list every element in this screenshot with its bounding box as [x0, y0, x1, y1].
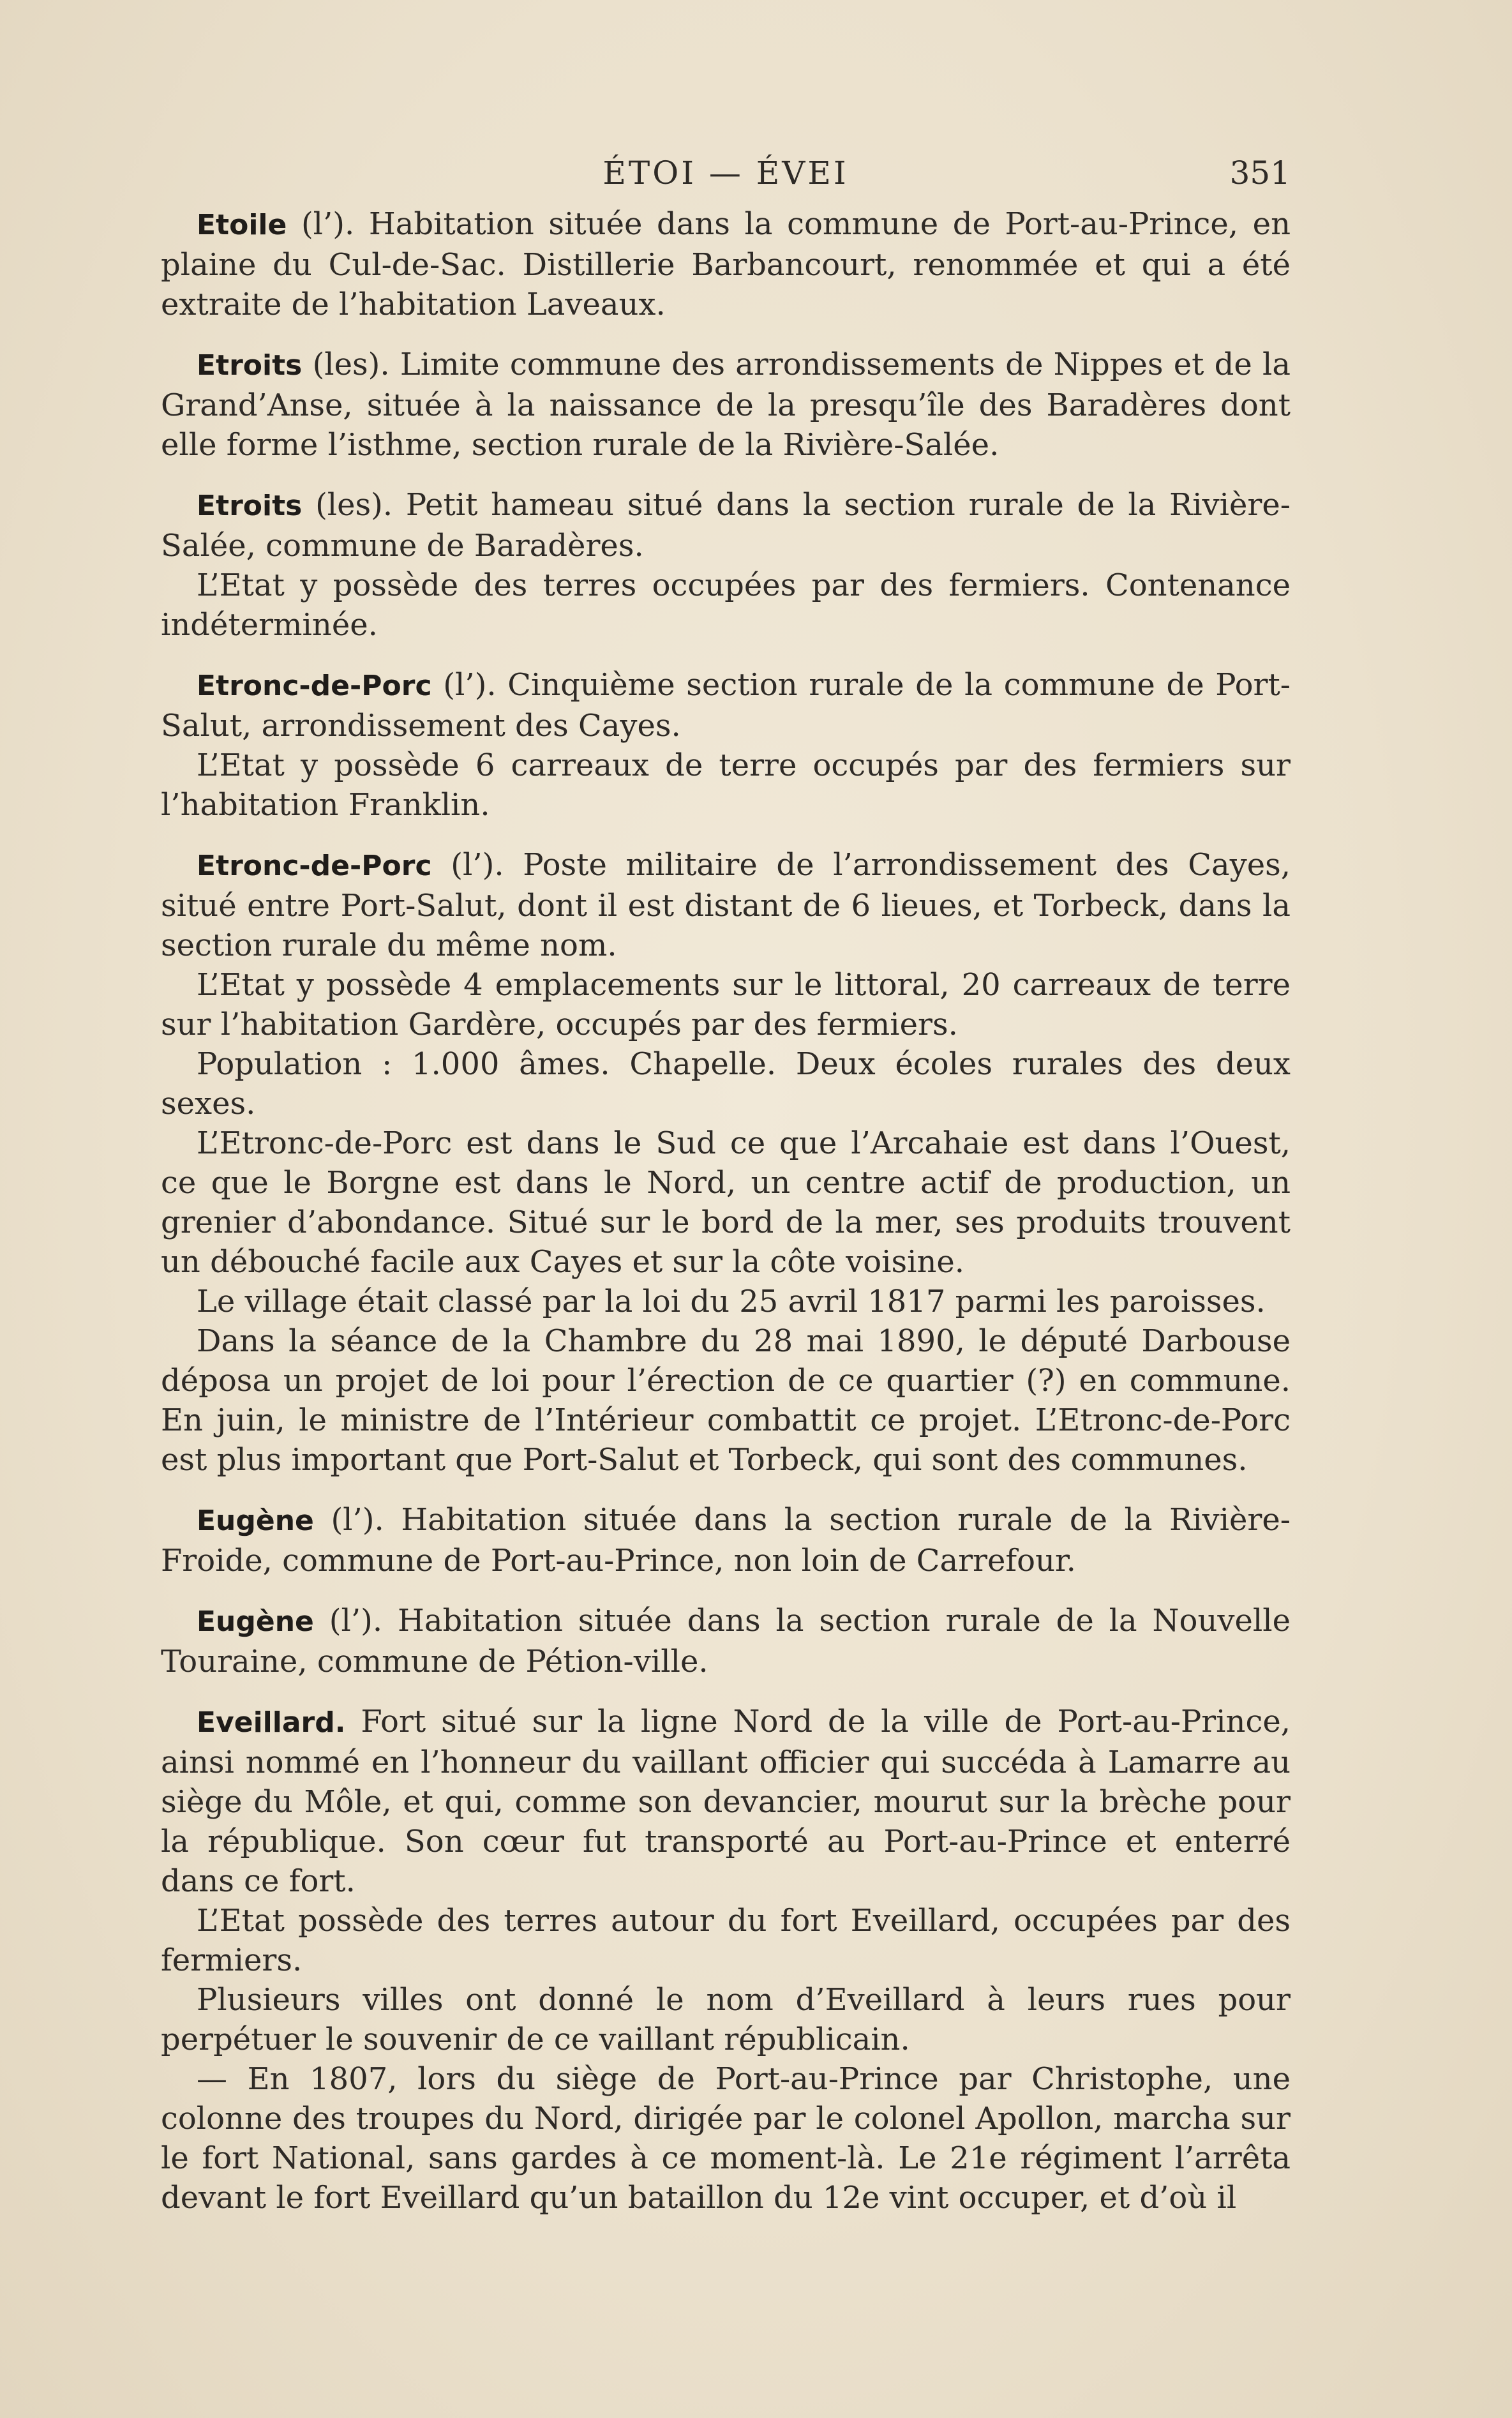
- entry-paragraph: L’Etat y possède 6 carreaux de terre occupés par des fermiers sur l’habitation Franklin.: [161, 747, 1291, 823]
- entry-paragraph: [161, 1702, 1291, 1901]
- page-text-block: [161, 153, 1291, 2238]
- dictionary-entry: [161, 204, 1291, 324]
- entry-headword: Etroits: [197, 490, 303, 522]
- entry-paragraph: Plusieurs villes ont donné le nom d’Eveillard à leurs rues pour perpétuer le souvenir de ce vaillant républicain.: [161, 1982, 1291, 2057]
- dictionary-entry: [161, 485, 1291, 645]
- entry-paragraph: L’Etronc-de-Porc est dans le Sud ce que l’Arcahaie est dans l’Ouest, ce que le Borgne est dans le Nord, un centre actif de production, un grenier d’abondance. Situé sur le bord de la mer, ses produits trouvent un débouché facile aux Cayes et sur la côte voisine.: [161, 1125, 1291, 1280]
- dictionary-entry: [161, 345, 1291, 465]
- entry-text: Habitation située dans la section rurale de la Rivière-Froide, commune de Port-au-Prince, non loin de Carrefour.: [161, 1502, 1291, 1579]
- entry-text: Petit hameau situé dans la section rurale de la Rivière-Salée, commune de Baradères.: [161, 487, 1291, 564]
- entry-paragraph: [161, 345, 1291, 465]
- entry-text: Cinquième section rurale de la commune de Port-Salut, arrondissement des Cayes.: [161, 667, 1291, 744]
- entry-paragraph: L’Etat possède des terres autour du fort Eveillard, occupées par des fermiers.: [161, 1903, 1291, 1978]
- entry-headword: Etoile: [197, 209, 287, 241]
- entry-article: (l’).: [331, 1502, 384, 1538]
- entry-headword: Eugène: [197, 1505, 314, 1537]
- entry-paragraph: [161, 845, 1291, 965]
- entry-paragraph: L’Etat y possède 4 emplacements sur le littoral, 20 carreaux de terre sur l’habitation Gardère, occupés par des fermiers.: [161, 967, 1291, 1042]
- entry-paragraph: [161, 485, 1291, 566]
- entry-headword: Etronc-de-Porc: [197, 850, 432, 882]
- entry-paragraph: L’Etat y possède des terres occupées par des fermiers. Contenance indéterminée.: [161, 567, 1291, 643]
- entry-headword: Etroits: [197, 349, 303, 382]
- entry-headword: Eugène: [197, 1605, 314, 1638]
- entry-paragraph: [161, 204, 1291, 324]
- entry-headword: Eveillard.: [197, 1706, 346, 1739]
- entry-text: Fort situé sur la ligne Nord de la ville de Port-au-Prince, ainsi nommé en l’honneur du vaillant officier qui succéda à Lamarre au siège du Môle, et qui, comme son devancier, mourut sur la brèche pour la république. Son cœur fut transporté au Port-au-Prince et enterré dans ce fort.: [161, 1704, 1291, 1899]
- entry-paragraph: Population : 1.000 âmes. Chapelle. Deux écoles rurales des deux sexes.: [161, 1046, 1291, 1122]
- dictionary-entry: [161, 845, 1291, 1480]
- entry-paragraph: [161, 665, 1291, 746]
- dictionary-entry: [161, 1702, 1291, 2218]
- entry-article: (l’).: [301, 206, 355, 242]
- entry-paragraph: Dans la séance de la Chambre du 28 mai 1890, le député Darbouse déposa un projet de loi pour l’érection de ce quartier (?) en commune. En juin, le ministre de l’Intérieur combattit ce projet. L’Etronc-de-Porc est plus important que Port-Salut et Torbeck, qui sont des communes.: [161, 1323, 1291, 1478]
- entry-article: (l’).: [443, 667, 497, 703]
- entry-article: (les).: [312, 347, 390, 382]
- entry-paragraph: Le village était classé par la loi du 25 avril 1817 parmi les paroisses.: [197, 1284, 1266, 1319]
- entry-paragraph: [161, 1500, 1291, 1581]
- entry-text: Limite commune des arrondissements de Nippes et de la Grand’Anse, située à la naissance de la presqu’île des Baradères dont elle forme l’isthme, section rurale de la Rivière-Salée.: [161, 347, 1291, 463]
- entry-article: (l’).: [451, 847, 504, 883]
- entry-text: Poste militaire de l’arrondissement des Cayes, situé entre Port-Salut, dont il est distant de 6 lieues, et Torbeck, dans la section rurale du même nom.: [161, 847, 1291, 963]
- entry-article: (les).: [315, 487, 393, 523]
- running-head: [161, 153, 1291, 204]
- entry-text: Habitation située dans la commune de Port-au-Prince, en plaine du Cul-de-Sac. Distillerie Barbancourt, renommée et qui a été extraite de l’habitation Laveaux.: [161, 206, 1291, 322]
- entry-paragraph: — En 1807, lors du siège de Port-au-Prince par Christophe, une colonne des troupes du Nord, dirigée par le colonel Apollon, marcha sur le fort National, sans gardes à ce moment-là. Le 21e régiment l’arrêta devant le fort Eveillard qu’un bataillon du 12e vint occuper, et d’où il: [161, 2061, 1291, 2216]
- dictionary-entry: [161, 1500, 1291, 1581]
- page-number: 351: [1229, 154, 1291, 191]
- dictionary-entry: [161, 665, 1291, 825]
- entry-article: (l’).: [329, 1603, 383, 1639]
- entry-headword: Etronc-de-Porc: [197, 670, 432, 702]
- entry-paragraph: [161, 1601, 1291, 1681]
- running-head-title: ÉTOI — ÉVEI: [603, 154, 849, 191]
- entry-text: Habitation située dans la section rurale de la Nouvelle Touraine, commune de Pétion-ville.: [161, 1603, 1291, 1679]
- dictionary-entry: [161, 1601, 1291, 1681]
